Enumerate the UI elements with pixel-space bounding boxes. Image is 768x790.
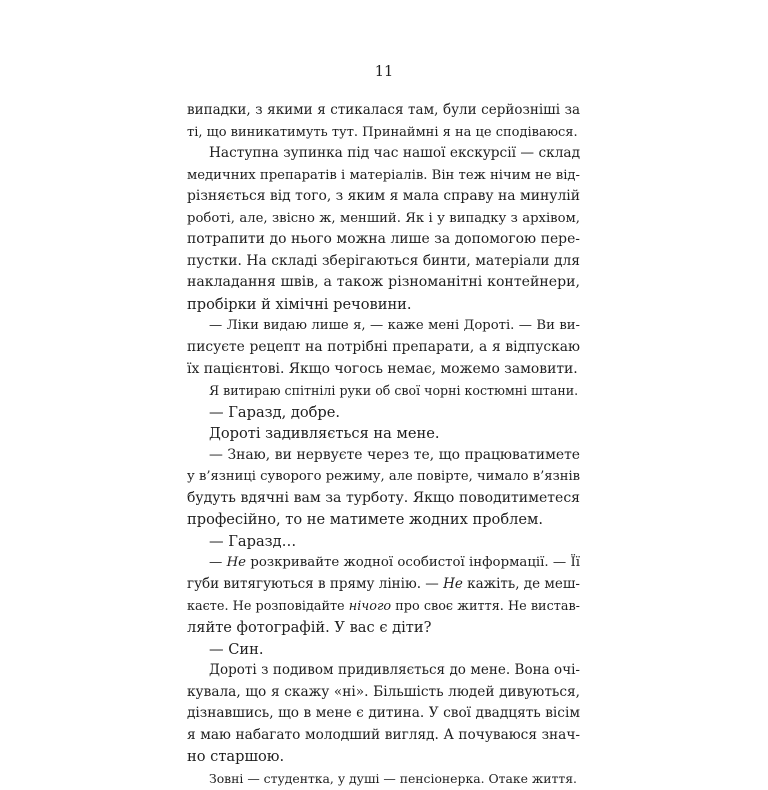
text-segment: дізнавшись, що в мене є дитина. У свої двадцять вісім xyxy=(187,705,580,722)
text-segment: ті, що виникатимуть тут. Принаймні я на це сподіваюся. xyxy=(187,124,578,140)
text-line xyxy=(187,725,580,747)
text-line xyxy=(187,186,580,208)
text-segment: різняється від того, з яким я мала справу на минулій xyxy=(187,188,580,205)
italic-text: нічого xyxy=(348,598,392,614)
text-segment: кажіть, де меш- xyxy=(462,576,580,593)
text-segment: про своє життя. Не вистав- xyxy=(391,598,580,614)
text-line xyxy=(187,445,580,467)
text-line xyxy=(187,488,580,510)
text-segment: — Син. xyxy=(209,640,264,658)
text-segment: я маю набагато молодший вигляд. А почуваюся знач- xyxy=(187,726,580,743)
text-segment: ляйте фотографій. У вас є діти? xyxy=(187,619,432,637)
body-text xyxy=(187,100,580,790)
italic-text: Не xyxy=(443,576,463,593)
text-segment: професійно, то не матимете жодних проблем. xyxy=(187,511,544,529)
text-segment: розкривайте жодної особистої інформації. — Її xyxy=(246,555,580,571)
text-line xyxy=(187,359,580,381)
text-segment: роботі, але, звісно ж, менший. Як і у випадку з архівом, xyxy=(187,210,580,226)
text-line xyxy=(187,380,580,402)
text-segment: — Знаю, ви нервуєте через те, що працюватимете xyxy=(209,446,580,463)
text-line xyxy=(187,682,580,704)
text-segment: но старшою. xyxy=(187,748,285,766)
text-line xyxy=(187,165,580,187)
text-line xyxy=(187,574,580,596)
text-line xyxy=(187,337,580,359)
text-line xyxy=(187,208,580,230)
text-line xyxy=(187,402,580,424)
text-segment: кувала, що я скажу «ні». Більшість людей дивуються, xyxy=(187,683,580,700)
text-segment: — xyxy=(209,555,227,571)
text-segment: Дороті з подивом придивляється до мене. Вона очі- xyxy=(209,662,580,679)
text-line xyxy=(187,660,580,682)
text-line xyxy=(187,617,580,639)
text-line xyxy=(187,100,580,122)
text-line xyxy=(187,315,580,337)
text-line xyxy=(187,531,580,553)
text-line xyxy=(187,122,580,144)
text-segment: пустки. На складі зберігаються бинти, матеріали для xyxy=(187,252,580,269)
text-segment: — Гаразд, добре. xyxy=(209,403,341,421)
text-segment: Зовні — студентка, у душі — пенсіонерка. Отаке життя. xyxy=(209,770,577,786)
text-segment: потрапити до нього можна лише за допомогою пере- xyxy=(187,231,580,248)
text-segment: пробірки й хімічні речовини. xyxy=(187,295,412,313)
text-segment: писуєте рецепт на потрібні препарати, а я відпускаю xyxy=(187,339,580,356)
text-line xyxy=(187,294,580,316)
text-line xyxy=(187,423,580,445)
text-segment: їх пацієнтові. Якщо чогось немає, можемо замовити. xyxy=(187,360,578,377)
text-line xyxy=(187,768,580,790)
text-segment: накладання швів, а також різноманітні контейнери, xyxy=(187,274,580,291)
page-number: 11 xyxy=(374,64,394,80)
text-segment: Дороті задивляється на мене. xyxy=(209,425,440,443)
text-segment: будуть вдячні вам за турботу. Якщо поводитиметеся xyxy=(187,489,580,506)
text-line xyxy=(187,251,580,273)
text-segment: Наступна зупинка під час нашої екскурсії — склад xyxy=(209,145,580,162)
text-line xyxy=(187,746,580,768)
text-line xyxy=(187,272,580,294)
italic-text: Не xyxy=(226,555,247,571)
text-line xyxy=(187,552,580,574)
text-segment: — Ліки видаю лише я, — каже мені Дороті. — Ви ви- xyxy=(209,318,580,334)
text-segment: у в’язниці суворого режиму, але повірте, чимало в’язнів xyxy=(187,469,580,485)
text-segment: губи витягуються в пряму лінію. — xyxy=(187,576,444,593)
text-line xyxy=(187,466,580,488)
text-line xyxy=(187,596,580,618)
text-line xyxy=(187,703,580,725)
text-segment: — Гаразд… xyxy=(209,532,297,550)
text-line xyxy=(187,143,580,165)
text-line xyxy=(187,639,580,661)
text-segment: випадки, з якими я стикалася там, були серйозніші за xyxy=(187,102,580,118)
text-line xyxy=(187,229,580,251)
text-segment: медичних препаратів і матеріалів. Він теж нічим не від- xyxy=(187,167,580,183)
text-segment: каєте. Не розповідайте xyxy=(187,598,349,614)
text-line xyxy=(187,509,580,531)
text-segment: Я витираю спітнілі руки об свої чорні костюмні штани. xyxy=(209,383,579,399)
